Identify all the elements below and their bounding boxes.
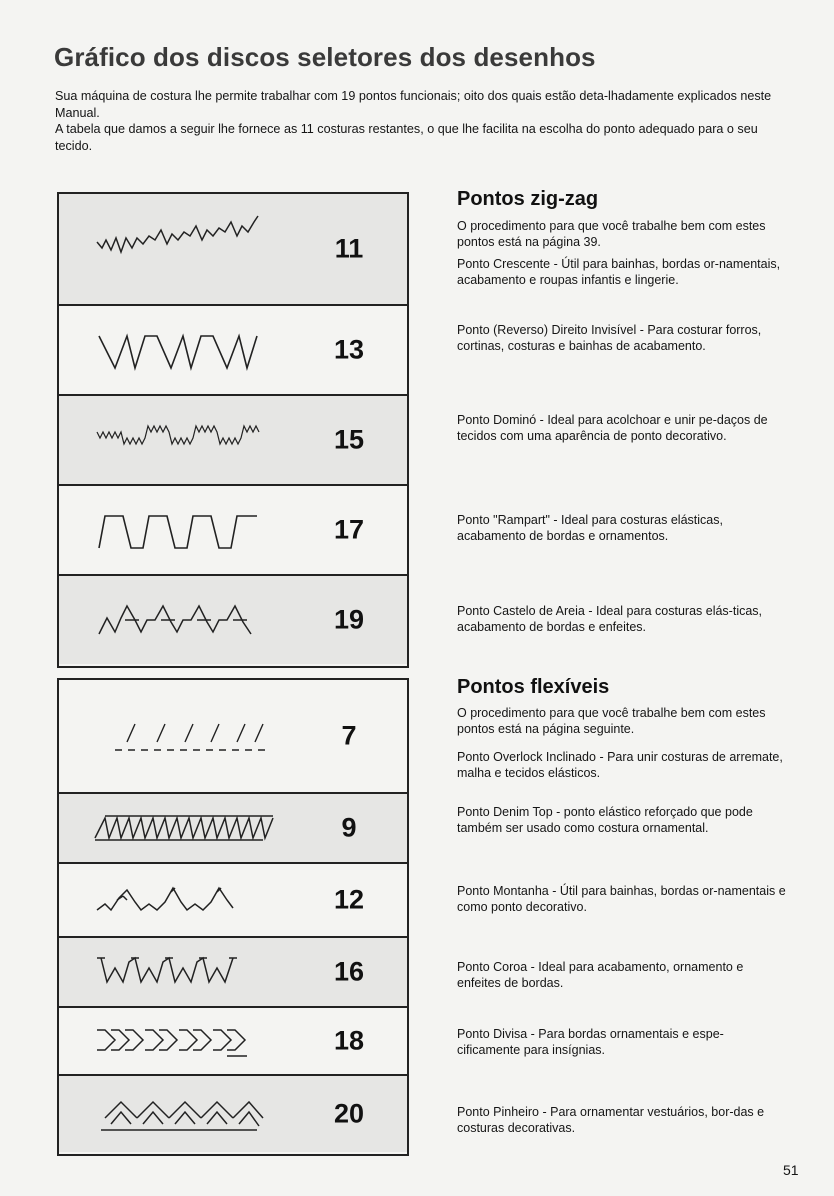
flex-intro: O procedimento para que você trabalhe bem com estes pontos está na página seguinte. bbox=[457, 706, 766, 736]
stitch-number: 17 bbox=[333, 514, 365, 545]
stitch-row-17 bbox=[59, 486, 407, 576]
mountain-stitch-icon bbox=[87, 864, 297, 936]
stitch-number: 9 bbox=[341, 812, 357, 843]
stitch-row-15 bbox=[59, 396, 407, 486]
stitch-number: 19 bbox=[333, 604, 365, 635]
stitch-desc-13: Ponto (Reverso) Direito Invisível - Para costurar forros, cortinas, costuras e bainhas de acabamento. bbox=[457, 323, 762, 353]
intro-paragraph-1: Sua máquina de costura lhe permite trabalhar com 19 pontos funcionais; oito dos quais estão deta-lhadamente explicados neste Manual. bbox=[55, 89, 772, 120]
zigzag-section-title: Pontos zig-zag bbox=[457, 188, 599, 210]
stitch-number: 16 bbox=[333, 956, 365, 987]
stitch-desc-20: Ponto Pinheiro - Para ornamentar vestuários, bor-das e costuras decorativas. bbox=[457, 1105, 765, 1135]
zigzag-intro: O procedimento para que você trabalhe bem com estes pontos está na página 39. bbox=[457, 219, 766, 249]
stitch-desc-15: Ponto Dominó - Ideal para acolchoar e unir pe-daços de tecidos com uma aparência de ponto decorativo. bbox=[457, 413, 768, 443]
rampart-stitch-icon bbox=[87, 486, 297, 574]
stitch-number: 15 bbox=[333, 424, 365, 455]
stitch-number: 20 bbox=[333, 1098, 365, 1129]
page-title: Gráfico dos discos seletores dos desenhos bbox=[54, 42, 596, 72]
stitch-row-16 bbox=[59, 938, 407, 1008]
page-number: 51 bbox=[783, 1162, 799, 1178]
stitch-desc-16: Ponto Coroa - Ideal para acabamento, ornamento e enfeites de bordas. bbox=[457, 960, 744, 990]
stitch-desc-7: Ponto Overlock Inclinado - Para unir costuras de arremate, malha e tecidos elásticos. bbox=[457, 750, 783, 780]
slant-overlock-stitch-icon bbox=[87, 680, 297, 792]
intro-text bbox=[55, 88, 775, 154]
stitch-row-13 bbox=[59, 306, 407, 396]
stitch-desc-19: Ponto Castelo de Areia - Ideal para costuras elás-ticas, acabamento de bordas e enfeites. bbox=[457, 604, 763, 634]
crescent-stitch-icon bbox=[87, 194, 297, 304]
stitch-number: 7 bbox=[341, 720, 357, 751]
stitch-desc-12: Ponto Montanha - Útil para bainhas, bordas or-namentais e como ponto decorativo. bbox=[457, 884, 786, 914]
intro-paragraph-2: A tabela que damos a seguir lhe fornece as 11 costuras restantes, o que lhe facilita na escolha do ponto adequado para o seu tecido. bbox=[55, 122, 758, 153]
flex-stitch-table bbox=[57, 678, 409, 1156]
sandcastle-stitch-icon bbox=[87, 576, 297, 664]
zigzag-stitch-table bbox=[57, 192, 409, 668]
stitch-desc-11: Ponto Crescente - Útil para bainhas, bordas or-namentais, acabamento e roupas infantis e lingerie. bbox=[457, 257, 781, 287]
stitch-row-12 bbox=[59, 864, 407, 938]
stitch-desc-9: Ponto Denim Top - ponto elástico reforçado que pode também ser usado como costura ornamental. bbox=[457, 805, 753, 835]
stitch-number: 12 bbox=[333, 884, 365, 915]
stitch-row-11 bbox=[59, 194, 407, 306]
stitch-number: 18 bbox=[333, 1025, 365, 1056]
pine-tree-stitch-icon bbox=[87, 1076, 297, 1152]
stitch-row-9 bbox=[59, 794, 407, 864]
stitch-row-18 bbox=[59, 1008, 407, 1076]
stitch-row-20 bbox=[59, 1076, 407, 1152]
denim-top-stitch-icon bbox=[87, 794, 297, 862]
domino-stitch-icon bbox=[87, 396, 297, 484]
stitch-number: 11 bbox=[334, 233, 364, 264]
stitch-number: 13 bbox=[333, 334, 365, 365]
crown-stitch-icon bbox=[87, 938, 297, 1006]
divisa-stitch-icon bbox=[87, 1008, 297, 1074]
stitch-row-7 bbox=[59, 680, 407, 794]
stitch-desc-17: Ponto "Rampart" - Ideal para costuras elásticas, acabamento de bordas e ornamentos. bbox=[457, 513, 723, 543]
blind-hem-stitch-icon bbox=[87, 306, 297, 394]
flex-section-title: Pontos flexíveis bbox=[457, 676, 610, 698]
stitch-desc-18: Ponto Divisa - Para bordas ornamentais e espe-cificamente para insígnias. bbox=[457, 1027, 724, 1057]
stitch-row-19 bbox=[59, 576, 407, 664]
